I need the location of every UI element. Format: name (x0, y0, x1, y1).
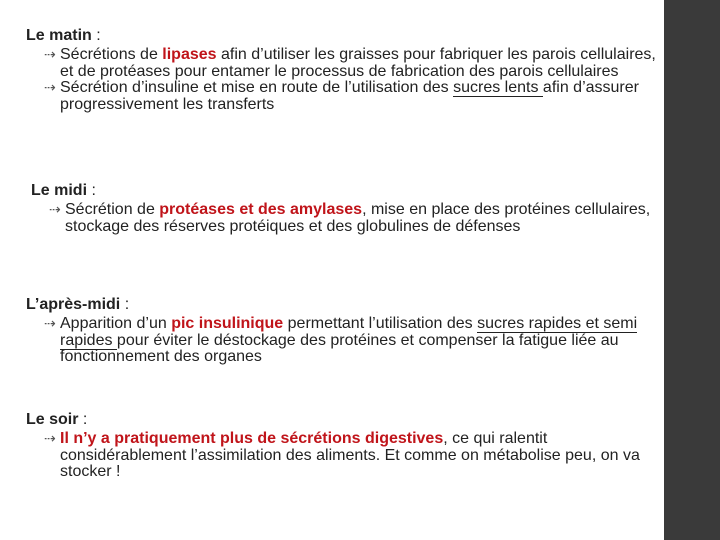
bullet-text: afin d’assurer progressivement les transferts (60, 79, 639, 113)
section-soir (26, 411, 656, 481)
section-heading (31, 182, 661, 200)
section-title: Le soir (26, 411, 79, 428)
bullet-text: permettant l’utilisation des (283, 315, 478, 332)
bullet-item (31, 202, 661, 235)
bullet-text: Sécrétions de (60, 46, 163, 63)
underlined-text: sucres lents (453, 79, 543, 96)
section-heading (26, 27, 656, 45)
bullet-text: afin d’utiliser les graisses pour fabriquer les parois cellulaires, et de protéases pour entamer le processus de fabrication des parois cellulaires (60, 46, 656, 80)
bullet-item (26, 47, 656, 80)
title-separator: : (78, 411, 88, 428)
highlight-text: pic insulinique (171, 315, 284, 332)
bullet-text: pour éviter le déstockage des protéines et compenser la fatigue liée au fonctionnement des organes (60, 331, 619, 365)
arrow-bullet-icon: ⇢ (44, 80, 56, 96)
title-separator: : (120, 296, 130, 313)
section-heading (26, 411, 656, 429)
arrow-bullet-icon: ⇢ (44, 431, 56, 447)
underlined-text: sucres rapides et semi rapides (60, 315, 638, 349)
section-apres-midi (26, 296, 656, 366)
section-title: Le midi (31, 182, 88, 199)
bullet-text: , ce qui ralentit considérablement l’assimilation des aliments. Et comme on métabolise peu, on va stocker ! (60, 430, 640, 480)
section-matin (26, 27, 656, 113)
bullet-text: Sécrétion d’insuline et mise en route de l’utilisation des (60, 79, 454, 96)
title-separator: : (91, 27, 101, 44)
bullet-text: Apparition d’un (60, 315, 172, 332)
bullet-text: , mise en place des protéines cellulaires, stockage des réserves protéiques et des globulines de défenses (65, 201, 651, 235)
title-separator: : (87, 182, 96, 199)
section-title: L’après-midi (26, 296, 121, 313)
bullet-item (26, 431, 656, 481)
right-sidebar-bar (664, 0, 720, 540)
highlight-text: Il n’y a pratiquement plus de sécrétions digestives (60, 430, 444, 447)
bullet-item (26, 316, 656, 366)
bullet-item (26, 80, 656, 113)
highlight-text: lipases (162, 46, 217, 63)
arrow-bullet-icon: ⇢ (44, 47, 56, 63)
bullet-text: Sécrétion de (65, 201, 160, 218)
section-heading (26, 296, 656, 314)
arrow-bullet-icon: ⇢ (44, 316, 56, 332)
highlight-text: protéases et des amylases (159, 201, 363, 218)
arrow-bullet-icon: ⇢ (49, 202, 61, 218)
section-midi (31, 182, 661, 235)
section-title: Le matin (26, 27, 92, 44)
